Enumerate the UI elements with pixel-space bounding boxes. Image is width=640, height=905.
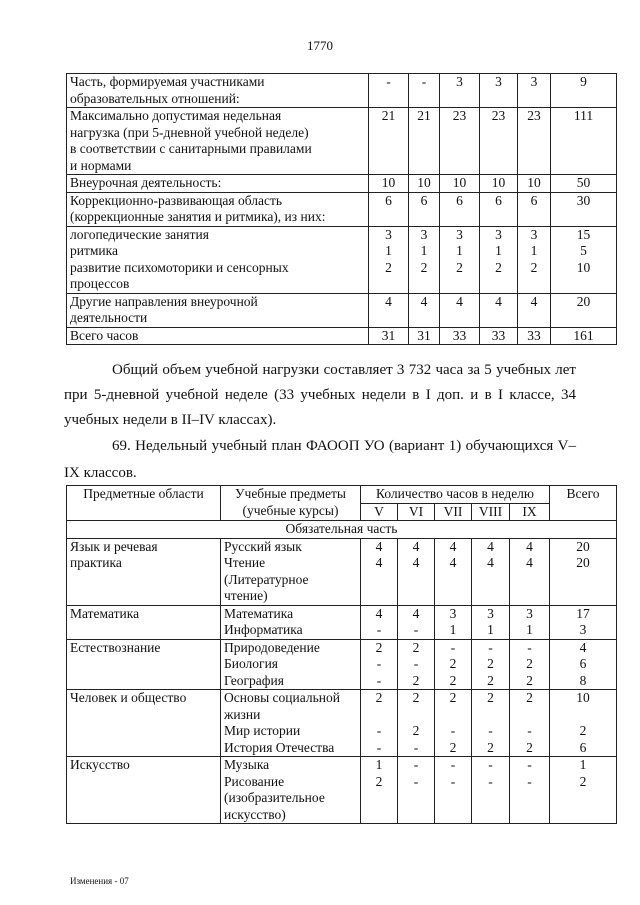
cell-line: 31 (381, 327, 396, 343)
value-cell (409, 226, 440, 293)
cell-line: 10 (452, 175, 467, 190)
value-cell (440, 226, 480, 293)
cell-line: искусство) (224, 806, 286, 822)
table-row (67, 605, 617, 639)
value-cell (480, 327, 518, 345)
cell-line: 4 (420, 293, 428, 309)
cell-line: - (450, 723, 456, 738)
value-cell (440, 293, 480, 327)
value-cell (480, 293, 518, 327)
cell-line: 3 (495, 74, 502, 89)
value-cell (361, 639, 398, 690)
header-areas: Предметные области (67, 486, 221, 521)
cell-line: 10 (576, 259, 591, 275)
value-cell (480, 175, 518, 193)
cell-line: Информатика (224, 622, 303, 637)
subject-area (67, 639, 221, 690)
value-cell (369, 327, 409, 345)
cell-line: 2 (487, 690, 494, 705)
table-row (67, 327, 617, 345)
total-cell (551, 293, 617, 327)
cell-line (473, 707, 508, 724)
cell-line: 1 (526, 622, 533, 637)
cell-line: - (376, 672, 382, 688)
value-cell (472, 605, 510, 639)
cell-line: 4 (375, 605, 383, 621)
cell-line: - (527, 723, 532, 738)
cell-line: 3 (530, 226, 538, 242)
value-cell (480, 226, 518, 293)
cell-line: - (527, 757, 532, 772)
header-subjects (221, 486, 361, 521)
cell-line: 20 (576, 538, 590, 554)
cell-line: 4 (449, 538, 457, 554)
cell-line: 4 (449, 555, 457, 570)
value-cell (409, 74, 440, 108)
cell-line: 33 (452, 327, 467, 343)
cell-line (551, 707, 615, 724)
cell-line: 2 (526, 656, 533, 671)
value-cell (518, 327, 551, 345)
cell-line: 2 (579, 773, 587, 789)
paragraph-line: классов. (83, 465, 137, 481)
cell-line: 2 (495, 259, 502, 275)
value-cell (361, 757, 398, 824)
cell-line: - (421, 74, 427, 89)
table-row (67, 639, 617, 690)
table-row (67, 74, 617, 108)
cell-line: 2 (375, 639, 383, 655)
cell-line: 2 (385, 259, 392, 275)
value-cell (369, 226, 409, 293)
cell-line: 1 (487, 622, 494, 637)
cell-line: 4 (456, 293, 463, 309)
value-cell (369, 192, 409, 226)
row-label (67, 108, 369, 175)
cell-line: 17 (576, 605, 590, 621)
cell-line: 10 (527, 175, 541, 190)
value-cell (480, 192, 518, 226)
cell-line: 2 (449, 739, 457, 755)
cell-line: 3 (579, 622, 587, 637)
total-cell (550, 639, 617, 690)
cell-line: - (488, 723, 493, 738)
value-cell (440, 175, 480, 193)
cell-line: 2 (530, 259, 538, 275)
cell-line: (коррекционные занятия и ритмика), из них: (70, 209, 326, 224)
page-number: 1770 (307, 38, 333, 53)
value-cell (510, 690, 550, 757)
cell-line: 10 (417, 175, 431, 190)
cell-line: 10 (381, 175, 396, 190)
value-cell (510, 639, 550, 690)
cell-line: 3 (456, 74, 463, 89)
row-label (67, 175, 369, 193)
cell-line: - (413, 757, 419, 772)
cell-line: (учебные курсы) (242, 502, 339, 518)
subject-list (221, 757, 361, 824)
cell-line: 6 (579, 739, 587, 755)
cell-line: 2 (487, 672, 494, 688)
total-cell (551, 74, 617, 108)
cell-line: 1 (420, 243, 428, 258)
cell-line: 2 (526, 672, 533, 688)
cell-line: Чтение (224, 555, 266, 570)
cell-line: 4 (375, 555, 383, 570)
cell-line: 2 (487, 739, 494, 755)
cell-line: 8 (579, 672, 587, 688)
value-cell (518, 108, 551, 175)
paragraph-plan-heading (64, 433, 576, 487)
value-cell (518, 226, 551, 293)
cell-line: - (376, 622, 382, 637)
cell-line: 1 (456, 243, 463, 258)
value-cell (398, 757, 435, 824)
cell-line: 2 (526, 739, 533, 755)
value-cell (510, 605, 550, 639)
cell-line: 23 (491, 108, 506, 123)
table-row (67, 690, 617, 757)
cell-line: 4 (412, 555, 420, 570)
cell-line: 2 (579, 723, 587, 738)
cell-line: 33 (491, 327, 506, 343)
cell-line: 21 (417, 108, 431, 123)
total-cell (550, 690, 617, 757)
value-cell (518, 192, 551, 226)
cell-line: - (386, 74, 391, 89)
value-cell (472, 690, 510, 757)
cell-line: 6 (495, 192, 502, 208)
cell-line: 2 (449, 672, 457, 688)
cell-line: Другие направления внеурочной (70, 293, 258, 309)
value-cell (398, 538, 435, 605)
value-cell (440, 74, 480, 108)
cell-line: 2 (412, 672, 420, 688)
value-cell (435, 690, 472, 757)
row-label (67, 327, 369, 345)
total-cell (550, 605, 617, 639)
subject-area (67, 605, 221, 639)
cell-line: (изобразительное (224, 790, 325, 805)
table-weekly-load (66, 73, 617, 345)
cell-line: практика (70, 555, 122, 570)
cell-line: 1 (375, 757, 383, 772)
cell-line: Основы социальной (224, 690, 340, 705)
value-cell (361, 690, 398, 757)
value-cell (398, 690, 435, 757)
table-row (67, 538, 617, 605)
header-grade: V (361, 503, 398, 521)
cell-line: Всего часов (70, 327, 139, 343)
cell-line: и нормами (70, 157, 132, 173)
cell-line: 4 (579, 639, 587, 655)
cell-line: (Литературное (224, 571, 309, 587)
cell-line: Рисование (224, 773, 285, 789)
value-cell (518, 175, 551, 193)
value-cell (440, 192, 480, 226)
subject-area (67, 690, 221, 757)
value-cell (472, 757, 510, 824)
cell-line: Математика (70, 605, 140, 621)
value-cell (435, 639, 472, 690)
cell-line: 20 (576, 293, 591, 309)
subject-area (67, 757, 221, 824)
table-row (67, 226, 617, 293)
cell-line: 4 (385, 293, 392, 309)
cell-line: процессов (70, 276, 130, 291)
subject-list (221, 690, 361, 757)
cell-line: 111 (573, 108, 594, 123)
value-cell (369, 74, 409, 108)
cell-line: История Отечества (224, 739, 335, 755)
cell-line: 31 (417, 327, 431, 343)
paragraph-line: Общий объем учебной нагрузки составляет 3 732 часа за 5 учебных лет (112, 362, 576, 378)
subject-list (221, 639, 361, 690)
cell-line: 21 (381, 108, 396, 123)
value-cell (409, 108, 440, 175)
cell-line: ритмика (70, 243, 118, 258)
cell-line: 2 (449, 690, 457, 705)
cell-line: 3 (449, 605, 457, 621)
header-grade: IX (510, 503, 550, 521)
cell-line: 1 (579, 757, 587, 772)
cell-line (399, 707, 433, 724)
cell-line: логопедические занятия (70, 226, 209, 242)
cell-line: 6 (530, 192, 538, 208)
paragraph-line: 69. Недельный учебный план ФАООП УО (вариант 1) обучающихся V–IX (64, 438, 576, 481)
cell-line: 3 (456, 226, 463, 242)
subject-list (221, 605, 361, 639)
table-curriculum-v-ix (66, 485, 617, 824)
value-cell (518, 74, 551, 108)
value-cell (472, 538, 510, 605)
value-cell (361, 538, 398, 605)
cell-line: 2 (449, 656, 457, 671)
cell-line: - (376, 739, 382, 755)
cell-line: - (488, 757, 493, 772)
cell-line: 1 (530, 243, 538, 258)
cell-line: 4 (526, 538, 533, 554)
cell-line: 4 (412, 538, 420, 554)
cell-line: - (413, 773, 419, 789)
cell-line: 3 (526, 605, 533, 621)
cell-line: 4 (487, 555, 494, 570)
header-grade: VIII (472, 503, 510, 521)
cell-line: нагрузка (при 5-дневной учебной неделе) (70, 124, 309, 140)
cell-line: чтение) (224, 588, 268, 603)
value-cell (369, 293, 409, 327)
value-cell (409, 175, 440, 193)
row-label (67, 226, 369, 293)
cell-line: Русский язык (224, 538, 302, 554)
cell-line: 161 (573, 327, 594, 343)
header-total: Всего (550, 486, 617, 521)
total-cell (550, 757, 617, 824)
cell-line: образовательных отношений: (70, 90, 240, 106)
cell-line: Естествознание (70, 639, 161, 655)
cell-line: География (224, 672, 284, 688)
total-cell (551, 192, 617, 226)
value-cell (435, 605, 472, 639)
cell-line: 3 (385, 226, 392, 242)
value-cell (510, 538, 550, 605)
cell-line (362, 707, 396, 724)
cell-line: 1 (449, 622, 457, 637)
row-label (67, 293, 369, 327)
value-cell (369, 175, 409, 193)
cell-line: 6 (420, 192, 428, 208)
cell-line: 23 (527, 108, 541, 123)
cell-line: 4 (412, 605, 420, 621)
subject-list (221, 538, 361, 605)
cell-line: 1 (495, 243, 502, 258)
cell-line: 3 (530, 74, 538, 89)
paragraph-line: недели в II–IV классах). (122, 412, 277, 428)
cell-line: Максимально допустимая недельная (70, 108, 282, 123)
value-cell (480, 108, 518, 175)
paragraph-total-load (64, 358, 576, 433)
cell-line: 2 (456, 259, 463, 275)
cell-line: Природоведение (224, 639, 320, 655)
cell-line: Язык и речевая (70, 538, 158, 554)
total-cell (551, 175, 617, 193)
footer-changes: Изменения - 07 (70, 876, 129, 886)
value-cell (435, 538, 472, 605)
table-row (67, 192, 617, 226)
cell-line: 20 (576, 555, 590, 570)
section-mandatory: Обязательная часть (67, 521, 617, 539)
cell-line: 2 (420, 259, 428, 275)
cell-line: 3 (420, 226, 428, 242)
cell-line: 2 (375, 690, 383, 705)
cell-line: - (527, 639, 532, 655)
value-cell (480, 74, 518, 108)
cell-line: 4 (530, 293, 538, 309)
value-cell (361, 605, 398, 639)
value-cell (435, 757, 472, 824)
header-hours: Количество часов в неделю (361, 486, 550, 504)
header-grade: VI (398, 503, 435, 521)
total-cell (551, 327, 617, 345)
cell-line: Музыка (224, 757, 270, 772)
cell-line (511, 707, 548, 724)
cell-line: 6 (579, 656, 587, 671)
cell-line: 6 (456, 192, 463, 208)
total-cell (550, 538, 617, 605)
cell-line: 6 (385, 192, 392, 208)
cell-line: в соответствии с санитарными правилами (70, 141, 312, 156)
cell-line: Часть, формируемая участниками (70, 74, 265, 89)
table-row (67, 108, 617, 175)
cell-line: развитие психомоторики и сенсорных (70, 259, 289, 275)
value-cell (518, 293, 551, 327)
cell-line: 2 (412, 723, 420, 738)
value-cell (398, 605, 435, 639)
cell-line: 9 (580, 74, 587, 89)
value-cell (440, 108, 480, 175)
cell-line: деятельности (70, 310, 148, 325)
cell-line: 10 (491, 175, 506, 190)
cell-line: Коррекционно-развивающая область (70, 192, 283, 208)
paragraph-line: при 5-дневной учебной неделе (33 учебных недели в I доп. и в I классе, 34 учебных (64, 387, 576, 428)
cell-line: 5 (580, 243, 587, 258)
header-row (67, 486, 617, 504)
cell-line: Математика (224, 605, 294, 621)
cell-line: 3 (495, 226, 502, 242)
value-cell (510, 757, 550, 824)
cell-line (436, 707, 470, 724)
value-cell (409, 192, 440, 226)
cell-line: Биология (224, 656, 279, 671)
total-cell (551, 226, 617, 293)
table-row (67, 293, 617, 327)
cell-line: Мир истории (224, 723, 301, 738)
value-cell (440, 327, 480, 345)
cell-line: жизни (224, 706, 261, 722)
cell-line: - (488, 773, 493, 789)
cell-line: 10 (576, 690, 590, 705)
cell-line: Человек и общество (70, 690, 187, 705)
cell-line: 2 (412, 690, 420, 705)
value-cell (472, 639, 510, 690)
cell-line: 2 (526, 690, 533, 705)
cell-line: 4 (487, 538, 494, 554)
total-cell (551, 108, 617, 175)
row-label (67, 192, 369, 226)
cell-line: - (450, 757, 456, 772)
value-cell (409, 293, 440, 327)
cell-line: 33 (527, 327, 541, 343)
cell-line: - (450, 639, 456, 655)
cell-line: 23 (452, 108, 467, 123)
cell-line: 15 (576, 226, 591, 242)
row-label (67, 74, 369, 108)
header-grade: VII (435, 503, 472, 521)
cell-line: Внеурочная деятельность: (70, 175, 222, 190)
cell-line: 1 (385, 243, 392, 258)
cell-line: - (376, 656, 382, 671)
cell-line: - (413, 656, 419, 671)
value-cell (369, 108, 409, 175)
cell-line: - (450, 773, 456, 789)
cell-line: Искусство (70, 757, 130, 772)
cell-line: - (413, 622, 419, 637)
section-row (67, 521, 617, 539)
cell-line: 30 (576, 192, 591, 208)
cell-line: - (413, 739, 419, 755)
cell-line: 4 (526, 555, 533, 570)
table-row (67, 757, 617, 824)
cell-line: 2 (375, 773, 383, 789)
cell-line: 4 (375, 538, 383, 554)
cell-line: 2 (412, 639, 420, 655)
value-cell (409, 327, 440, 345)
cell-line: Учебные предметы (234, 486, 347, 501)
cell-line: - (376, 723, 382, 738)
cell-line: 50 (576, 175, 591, 190)
cell-line: - (488, 639, 493, 655)
table-row (67, 175, 617, 193)
value-cell (398, 639, 435, 690)
subject-area (67, 538, 221, 605)
cell-line: - (527, 773, 532, 789)
cell-line: 2 (487, 656, 494, 671)
cell-line: 4 (495, 293, 502, 309)
cell-line: 3 (487, 605, 494, 621)
